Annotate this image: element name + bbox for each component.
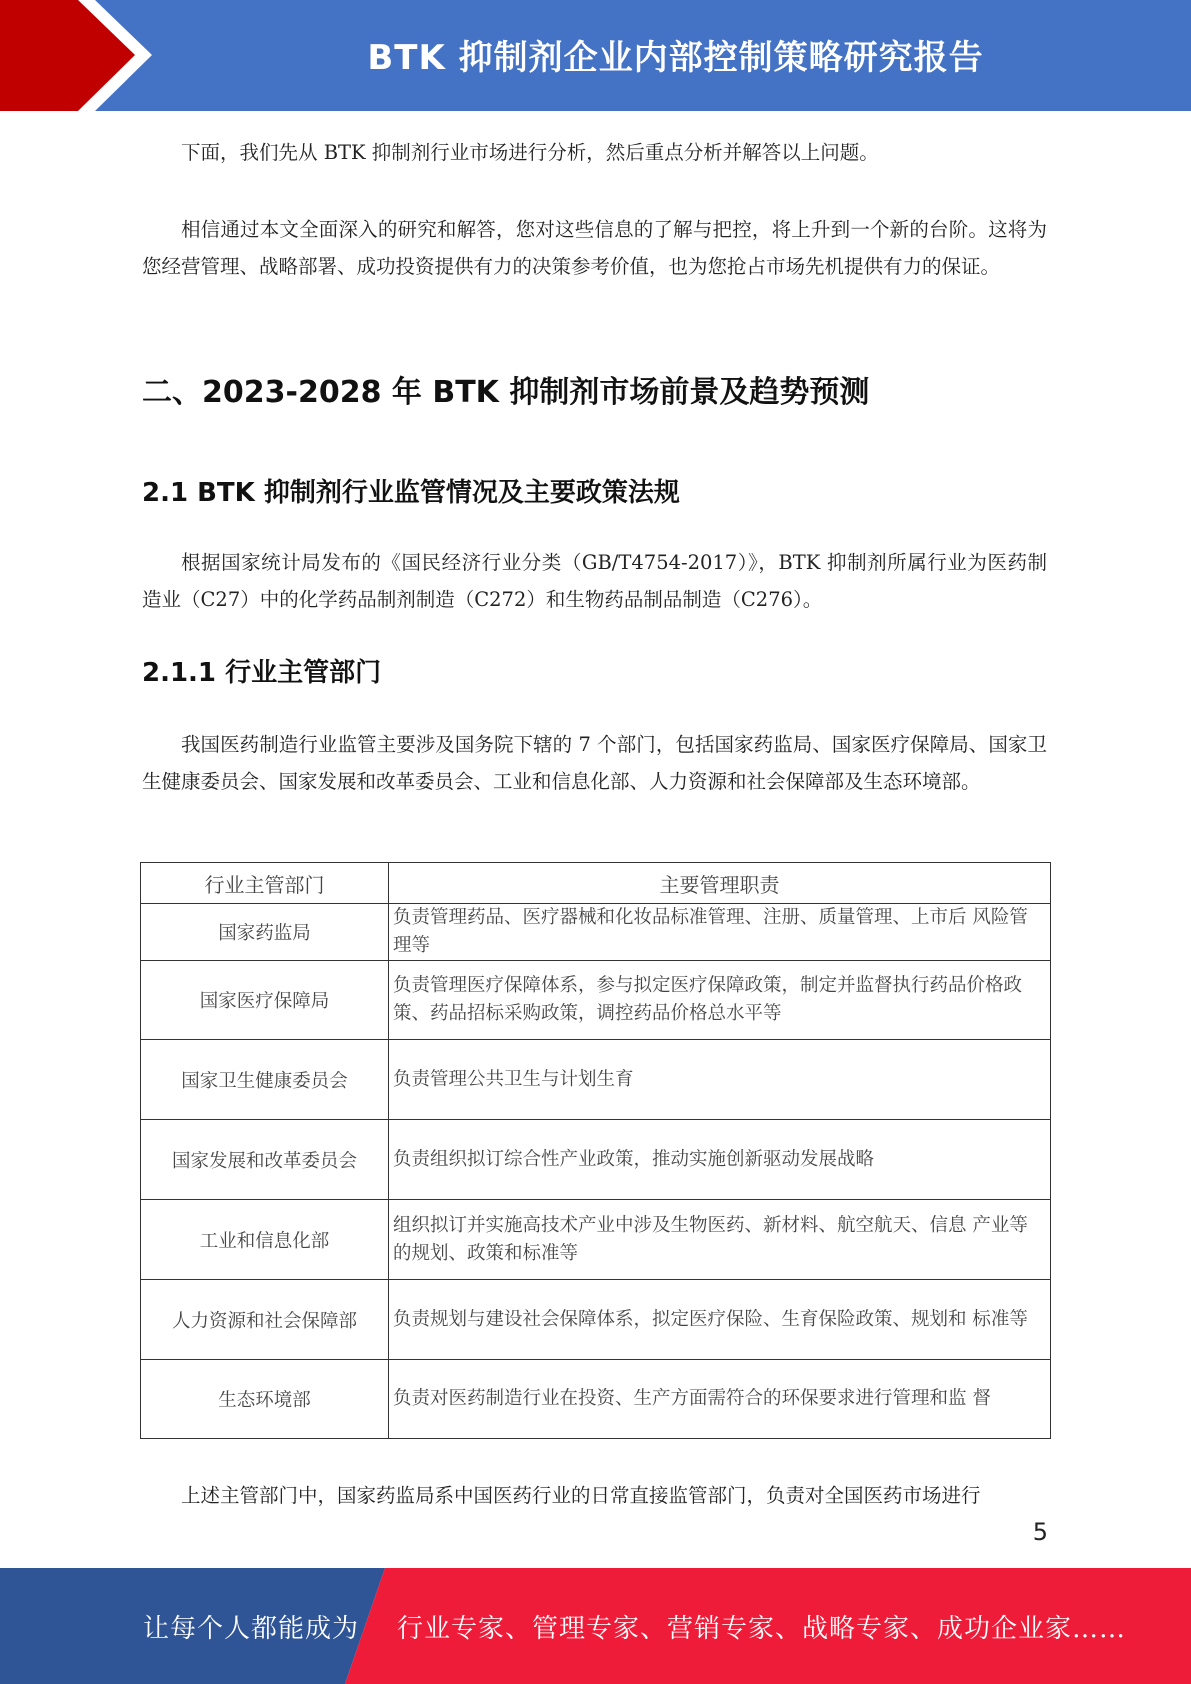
table-row	[141, 1280, 1051, 1360]
table-row	[141, 1200, 1051, 1280]
subsection-heading: 2.1 BTK 抑制剂行业监管情况及主要政策法规	[142, 478, 680, 508]
department-cell: 国家卫生健康委员会	[141, 1040, 389, 1120]
table-row	[141, 904, 1051, 961]
column-header-duty: 主要管理职责	[389, 863, 1051, 904]
section-heading: 二、2023-2028 年 BTK 抑制剂市场前景及趋势预测	[142, 375, 870, 410]
table-row	[141, 1120, 1051, 1200]
subsubsection-heading: 2.1.1 行业主管部门	[142, 658, 382, 688]
paragraph-classification: 根据国家统计局发布的《国民经济行业分类（GB/T4754-2017）》，BTK 抑制剂所属行业为医药制造业（C27）中的化学药品制剂制造（C272）和生物药品制品制造（C276）。	[142, 551, 1047, 611]
department-cell: 工业和信息化部	[141, 1200, 389, 1280]
department-cell: 国家医疗保障局	[141, 961, 389, 1040]
paragraph-value: 相信通过本文全面深入的研究和解答，您对这些信息的了解与把控，将上升到一个新的台阶。这将为您经营管理、战略部署、成功投资提供有力的决策参考价值，也为您抢占市场先机提供有力的保证。	[142, 218, 1047, 278]
report-title: BTK 抑制剂企业内部控制策略研究报告	[367, 38, 984, 78]
paragraph-departments: 我国医药制造行业监管主要涉及国务院下辖的 7 个部门，包括国家药监局、国家医疗保障局、国家卫生健康委员会、国家发展和改革委员会、工业和信息化部、人力资源和社会保障部及生态环境部。	[142, 733, 1047, 793]
duty-cell: 负责管理公共卫生与计划生育	[389, 1040, 1051, 1120]
department-cell: 国家发展和改革委员会	[141, 1120, 389, 1200]
duty-cell: 负责对医药制造行业在投资、生产方面需符合的环保要求进行管理和监 督	[389, 1360, 1051, 1439]
footer-slogan-left: 让每个人都能成为	[143, 1614, 360, 1644]
page-number: 5	[1032, 1518, 1048, 1546]
table-header-row	[141, 863, 1051, 904]
page-footer	[0, 1568, 1191, 1684]
department-cell: 人力资源和社会保障部	[141, 1280, 389, 1360]
duty-cell: 组织拟订并实施高技术产业中涉及生物医药、新材料、航空航天、信息 产业等的规划、政策和标准等	[389, 1200, 1051, 1280]
duty-cell: 负责管理医疗保障体系，参与拟定医疗保障政策，制定并监督执行药品价格政策、药品招标采购政策，调控药品价格总水平等	[389, 961, 1051, 1040]
duty-cell: 负责规划与建设社会保障体系，拟定医疗保险、生育保险政策、规划和 标准等	[389, 1280, 1051, 1360]
duty-cell: 负责管理药品、医疗器械和化妆品标准管理、注册、质量管理、上市后 风险管理等	[389, 904, 1051, 961]
paragraph-intro: 下面，我们先从 BTK 抑制剂行业市场进行分析，然后重点分析并解答以上问题。	[181, 141, 879, 164]
paragraph-continuation: 上述主管部门中，国家药监局系中国医药行业的日常直接监管部门，负责对全国医药市场进行	[181, 1484, 981, 1507]
footer-slogan-right: 行业专家、管理专家、营销专家、战略专家、成功企业家……	[397, 1614, 1127, 1644]
department-cell: 国家药监局	[141, 904, 389, 961]
duty-cell: 负责组织拟订综合性产业政策，推动实施创新驱动发展战略	[389, 1120, 1051, 1200]
table-row	[141, 1360, 1051, 1439]
table-row	[141, 961, 1051, 1040]
column-header-department: 行业主管部门	[141, 863, 389, 904]
table-row	[141, 1040, 1051, 1120]
page-header	[0, 0, 1191, 111]
departments-table	[140, 862, 1051, 1439]
department-cell: 生态环境部	[141, 1360, 389, 1439]
